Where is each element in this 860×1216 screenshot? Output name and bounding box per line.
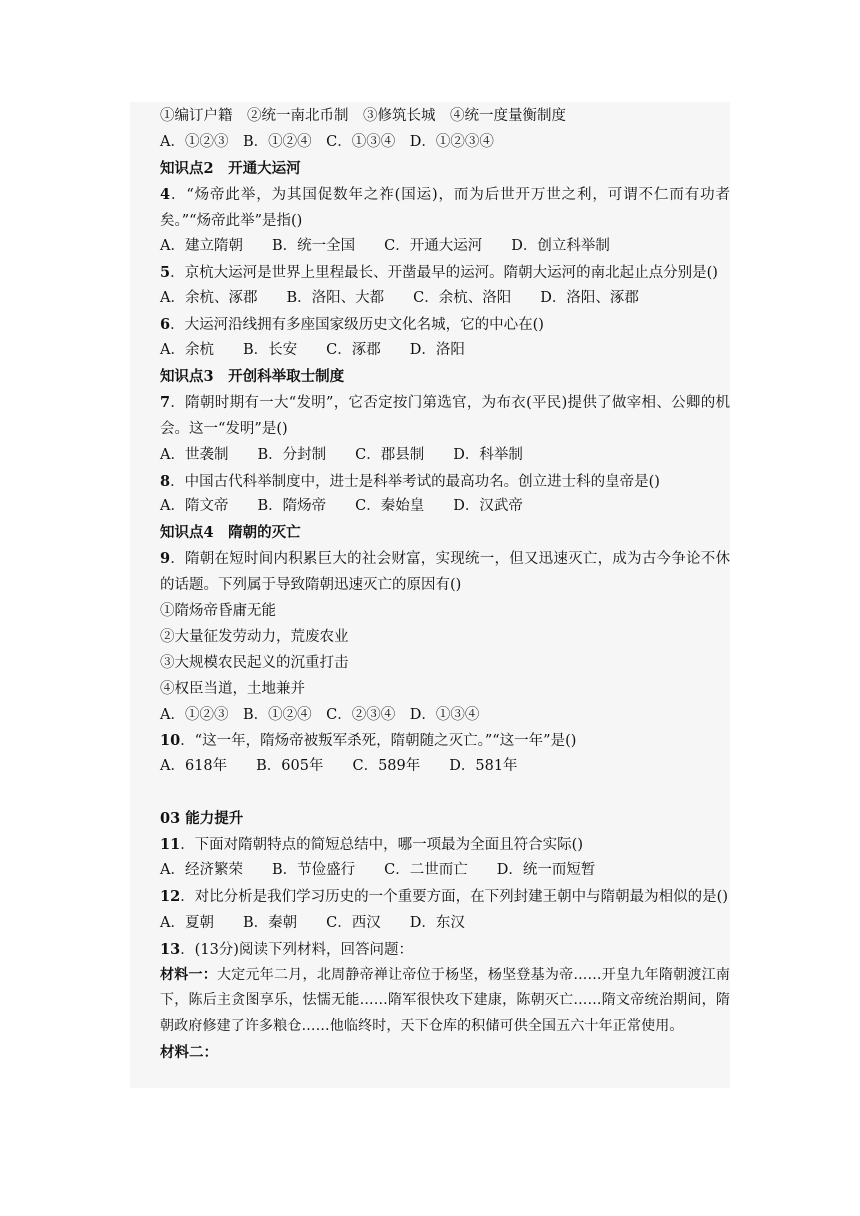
q8-options: A．隋文帝 B．隋炀帝 C．秦始皇 D．汉武帝 (160, 498, 523, 515)
material-1 (132, 963, 730, 1041)
question-11 (132, 832, 730, 858)
section-ability: 03 能力提升 (160, 810, 244, 828)
q9-text: ．隋朝在短时间内积累巨大的社会财富，实现统一，但又迅速灭亡，成为古今争论不休的话题。下列属于导致隋朝迅速灭亡的原因有() (160, 551, 730, 594)
q6-number: 6 (160, 316, 171, 334)
q3-options: A．①②③ B．①②④ C．①③④ D．①②③④ (160, 133, 494, 150)
material-1-text: 大定元年二月，北周静帝禅让帝位于杨坚，杨坚登基为帝……开皇九年隋朝渡江南下，陈后主贪图享乐，怯懦无能……隋军很快攻下建康，陈朝灭亡……隋文帝统治期间，隋朝政府修建了许多粮仓……他临终时，天下仓库的积储可供全国五六十年正常使用。 (160, 966, 730, 1035)
q12-options: A．夏朝 B．秦朝 C．西汉 D．东汉 (160, 914, 465, 931)
q13-text: ．(13分)阅读下列材料，回答问题： (180, 941, 413, 958)
spacer (132, 780, 730, 806)
q4-number: 4 (160, 185, 171, 203)
q9-item-4: ④权臣当道，土地兼并 (160, 680, 305, 697)
q12-text: ．对比分析是我们学习历史的一个重要方面，在下列封建王朝中与隋朝最为相似的是() (180, 888, 728, 905)
q10-text: ．“这一年，隋炀帝被叛军杀死，隋朝随之灭亡。”“这一年”是() (180, 733, 577, 750)
knowledge-point-4: 知识点4 隋朝的灭亡 (160, 524, 301, 542)
q11-number: 11 (160, 836, 181, 854)
q9-item-3: ③大规模农民起义的沉重打击 (160, 654, 349, 671)
knowledge-point-3: 知识点3 开创科举取士制度 (160, 367, 345, 385)
material-2-label: 材料二： (160, 1044, 218, 1062)
q5-options: A．余杭、涿郡 B．洛阳、大都 C．余杭、洛阳 D．洛阳、涿郡 (160, 290, 639, 307)
question-13 (132, 937, 730, 963)
question-7 (132, 390, 730, 443)
q10-options: A．618年 B．605年 C．589年 D．581年 (160, 758, 518, 775)
q8-text: ．中国古代科举制度中，进士是科举考试的最高功名。创立进士科的皇帝是() (170, 473, 660, 490)
question-5 (132, 260, 730, 286)
q3-items: ①编订户籍 ②统一南北币制 ③修筑长城 ④统一度量衡制度 (160, 108, 566, 124)
q9-options: A．①②③ B．①②④ C．②③④ D．①③④ (160, 706, 480, 723)
q4-text: ．“炀帝此举，为其国促数年之祚(国运)，而为后世开万世之利，可谓不仁而有功者矣。”“炀帝此举”是指() (160, 186, 730, 229)
q5-number: 5 (160, 264, 171, 282)
knowledge-point-2: 知识点2 开通大运河 (160, 159, 301, 177)
document-content (132, 104, 730, 1066)
q9-item-2: ②大量征发劳动力，荒废农业 (160, 628, 349, 645)
q7-number: 7 (160, 393, 171, 411)
q4-options: A．建立隋朝 B．统一全国 C．开通大运河 D．创立科举制 (160, 238, 610, 255)
q9-item-1: ①隋炀帝昏庸无能 (160, 603, 276, 620)
q6-text: ．大运河沿线拥有多座国家级历史文化名城，它的中心在() (170, 317, 544, 334)
question-4 (132, 182, 730, 235)
question-10 (132, 728, 730, 754)
q5-text: ．京杭大运河是世界上里程最长、开凿最早的运河。隋朝大运河的南北起止点分别是() (170, 265, 718, 282)
question-6 (132, 312, 730, 338)
q7-text: ．隋朝时期有一大“发明”，它否定按门第选官，为布衣(平民)提供了做宰相、公卿的机会。这一“发明”是() (160, 394, 730, 437)
q11-text: ．下面对隋朝特点的简短总结中，哪一项最为全面且符合实际() (180, 837, 583, 854)
q9-number: 9 (160, 550, 171, 568)
q11-options: A．经济繁荣 B．节俭盛行 C．二世而亡 D．统一而短暂 (160, 861, 596, 878)
material-1-label: 材料一： (160, 966, 218, 983)
question-9 (132, 546, 730, 599)
q12-number: 12 (160, 887, 181, 905)
question-8 (132, 469, 730, 495)
q8-number: 8 (160, 472, 171, 490)
q13-number: 13 (160, 940, 181, 958)
q6-options: A．余杭 B．长安 C．涿郡 D．洛阳 (160, 342, 465, 359)
q7-options: A．世袭制 B．分封制 C．郡县制 D．科举制 (160, 446, 523, 463)
question-12 (132, 884, 730, 911)
q10-number: 10 (160, 732, 181, 750)
